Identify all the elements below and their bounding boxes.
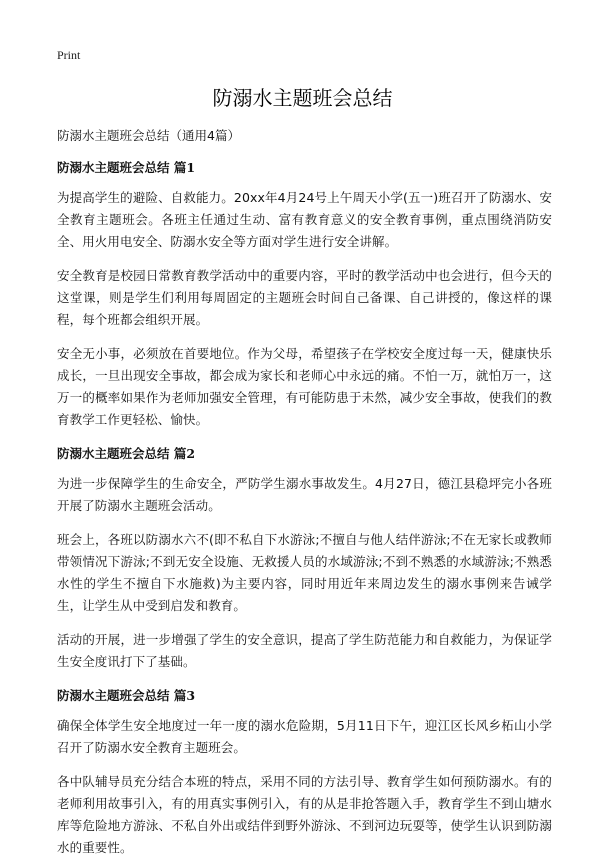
section-heading: 防溺水主题班会总结 篇2 — [57, 446, 196, 461]
section-heading: 防溺水主题班会总结 篇1 — [57, 160, 196, 175]
document-title: 防溺水主题班会总结 — [212, 86, 393, 110]
section-heading: 防溺水主题班会总结 篇3 — [57, 688, 196, 703]
paragraph: 为进一步保障学生的生命安全，严防学生溺水事故发生。4月27日，德江县稳坪完小各班开展了防溺水主题班会活动。 — [57, 476, 552, 513]
paragraph: 各中队辅导员充分结合本班的特点，采用不同的方法引导、教育学生如何预防溺水。有的老师利用故事引入，有的用真实事例引入，有的从是非抢答题入手，教育学生不到山塘水库等危险地方游泳、不私自外出或结伴到野外游泳、不到河边玩耍等，使学生认识到防溺水的重要性。 — [57, 774, 552, 855]
document-subtitle: 防溺水主题班会总结（通用4篇） — [57, 128, 240, 143]
print-link[interactable]: Print — [57, 48, 81, 62]
paragraph: 确保全体学生安全地度过一年一度的溺水危险期，5月11日下午，迎江区长风乡柘山小学召开了防溺水安全教育主题班会。 — [57, 718, 552, 755]
section-3 — [57, 687, 552, 859]
section-2 — [57, 445, 552, 673]
paragraph: 活动的开展，进一步增强了学生的安全意识，提高了学生防范能力和自救能力，为保证学生安全度讯打下了基础。 — [57, 632, 552, 669]
paragraph: 班会上，各班以防溺水六不(即不私自下水游泳;不擅自与他人结伴游泳;不在无家长或教师带领情况下游泳;不到无安全设施、无救援人员的水域游泳;不到不熟悉的水域游泳;不熟悉水性的学生不擅自下水施救)为主要内容，同时用近年来周边发生的溺水事例来告诫学生，让学生从中受到启发和教育。 — [57, 532, 552, 613]
paragraph: 为提高学生的避险、自救能力。20xx年4月24号上午周天小学(五一)班召开了防溺水、安全教育主题班会。各班主任通过生动、富有教育意义的安全教育事例，重点围绕消防安全、用火用电安全、防溺水安全等方面对学生进行安全讲解。 — [57, 190, 552, 249]
paragraph: 安全无小事，必须放在首要地位。作为父母，希望孩子在学校安全度过每一天，健康快乐成长，一旦出现安全事故，都会成为家长和老师心中永远的痛。不怕一万，就怕万一，这万一的概率如果作为老师加强安全管理，有可能防患于未然，减少安全事故，使我们的教育教学工作更轻松、愉快。 — [57, 346, 552, 427]
section-1 — [57, 159, 552, 431]
paragraph: 安全教育是校园日常教育教学活动中的重要内容，平时的教学活动中也会进行，但今天的这堂课，则是学生们利用每周固定的主题班会时间自己备课、自己讲授的，像这样的课程，每个班都会组织开展。 — [57, 268, 552, 327]
